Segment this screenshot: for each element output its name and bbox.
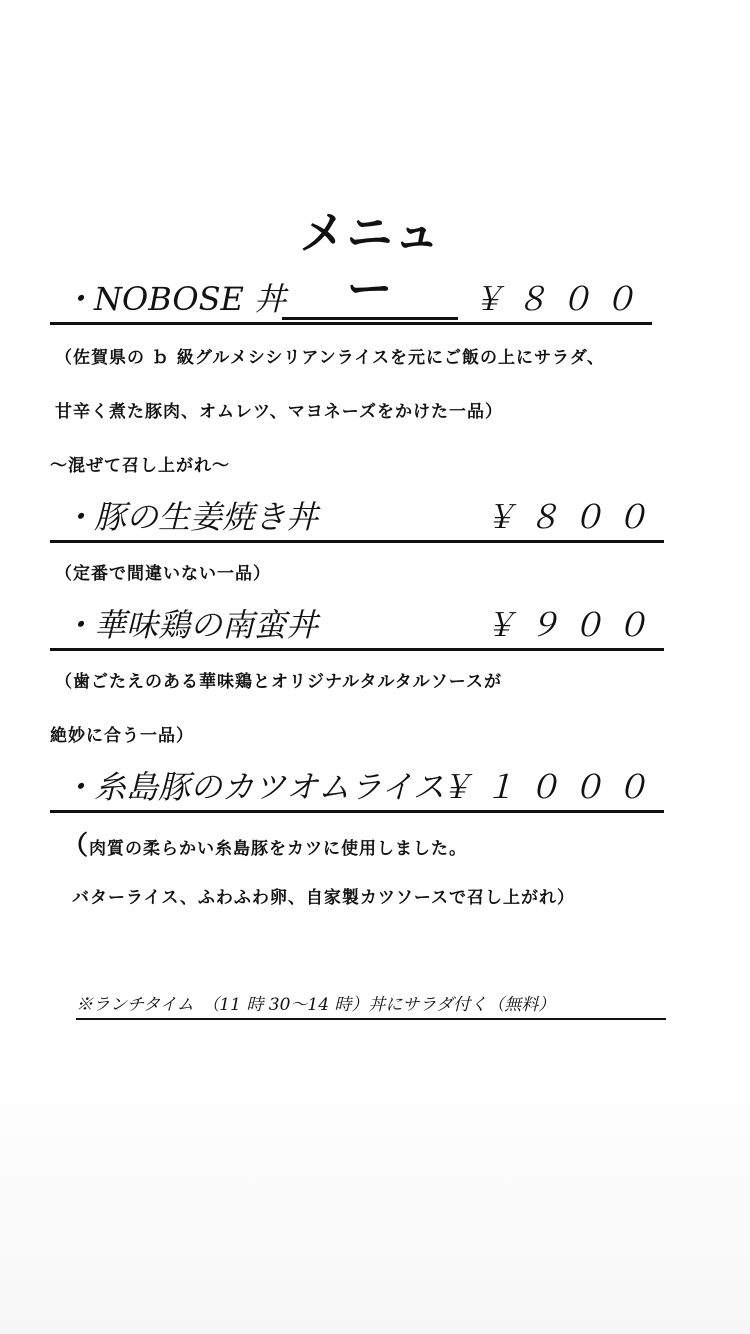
- menu-item-name: ・豚の生姜焼き丼: [62, 498, 319, 536]
- menu-item-description: （歯ごたえのある華味鶏とオリジナルタルタルソースが: [55, 672, 502, 692]
- background-fade: [0, 1050, 750, 1334]
- menu-item-description: 絶妙に合う一品）: [50, 726, 194, 746]
- menu-item-chicken-nanban-don: [50, 602, 664, 651]
- menu-item-price: ￥８００: [471, 280, 648, 318]
- menu-item-description-text: 肉質の柔らかい糸島豚をカツに使用しました。: [89, 839, 468, 859]
- menu-item-description: [62, 831, 468, 861]
- menu-item-price: ￥１０００: [439, 768, 660, 806]
- menu-item-note: 〜混ぜて召し上がれ〜: [50, 456, 230, 476]
- menu-item-description: （佐賀県の ｂ 級グルメシシリアンライスを元にご飯の上にサラダ、: [55, 348, 605, 368]
- menu-item-price: ￥９００: [483, 606, 660, 644]
- menu-item-description: 甘辛く煮た豚肉、オムレツ、マヨネーズをかけた一品）: [55, 402, 503, 422]
- menu-item-name: ・華味鶏の南蛮丼: [62, 606, 319, 644]
- menu-item-pork-ginger-don: [50, 494, 664, 543]
- menu-item-price: ￥８００: [483, 498, 660, 536]
- open-paren: （: [62, 831, 90, 861]
- menu-item-name: ・糸島豚のカツオムライス: [62, 768, 445, 806]
- menu-item-nobose-don: [50, 276, 652, 325]
- menu-item-description: バターライス、ふわふわ卵、自家製カツソースで召し上がれ）: [72, 888, 575, 908]
- lunch-time-note: ※ランチタイム （11 時 30〜14 時）丼にサラダ付く（無料）: [76, 992, 666, 1020]
- menu-item-name: ・NOBOSE 丼: [62, 280, 287, 318]
- menu-item-pork-cutlet-omurice: [50, 764, 664, 813]
- page-title: メニュー: [282, 205, 458, 320]
- menu-item-description: （定番で間違いない一品）: [55, 564, 271, 584]
